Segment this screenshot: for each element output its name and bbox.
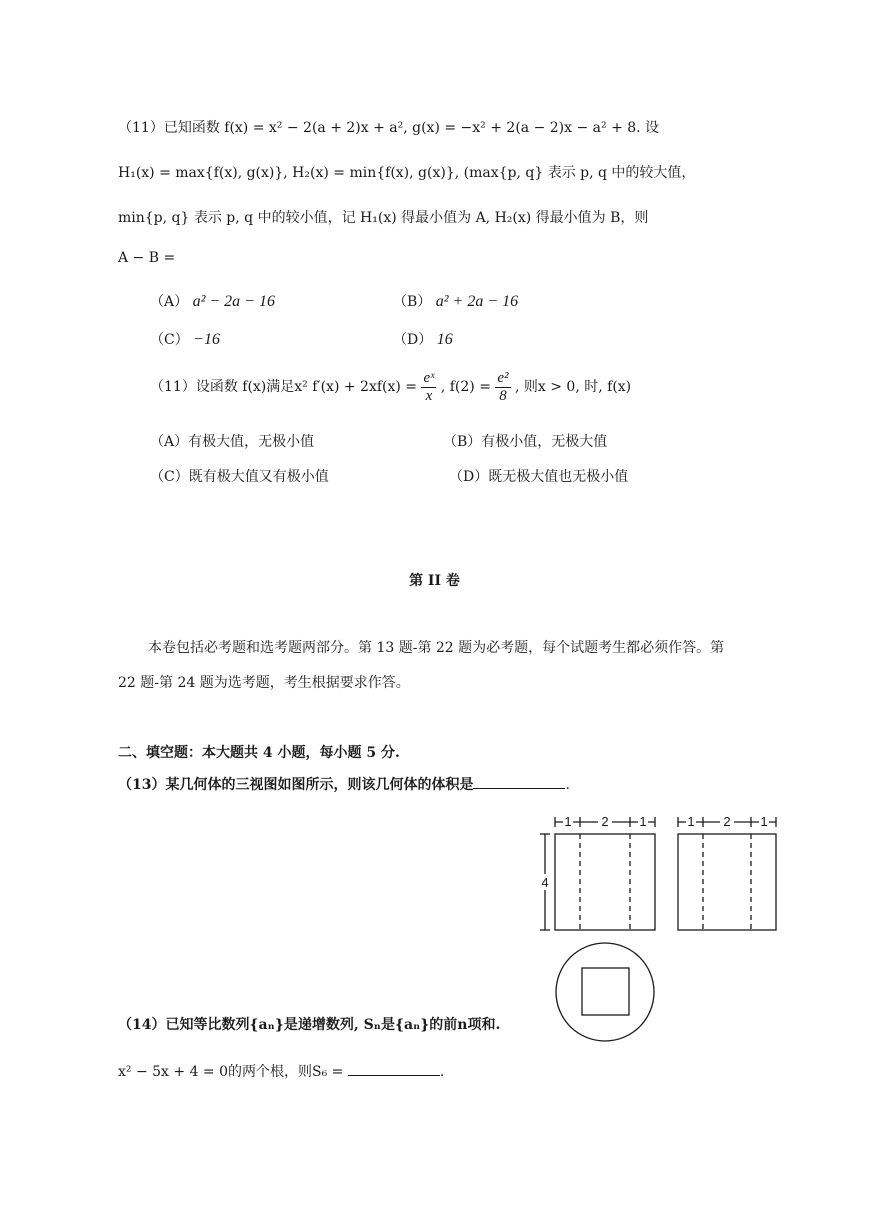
fraction-denominator: x (425, 387, 433, 404)
option-value: 有极小值，无极大值 (481, 434, 608, 450)
option-value: 既有极大值又有极小值 (188, 469, 329, 485)
q11a-option-b (393, 291, 518, 311)
q11a-stem-2: H₁(x) = max{f(x), g(x)}, H₂(x) = min{f(x), g(x)}, (max{p, q} 表示 p, q 中的较大值， (118, 165, 696, 181)
fraction-numerator: e² (497, 370, 509, 386)
q13-end: . (565, 777, 570, 793)
option-label: （C） (150, 469, 189, 485)
q11b-option-b (443, 431, 607, 451)
q11a-line3 (118, 207, 648, 227)
option-value: 16 (436, 331, 453, 348)
q14-line1 (118, 1014, 500, 1034)
q11b-fraction-2 (495, 370, 510, 404)
q11a-stem-3: min{p, q} 表示 p, q 中的较小值，记 H₁(x) 得最小值为 A, H₂(x) 得最小值为 B，则 (118, 210, 649, 226)
option-label: （B） (443, 434, 482, 450)
q11b-stem-prefix: （11）设函数 f(x)满足x² f′(x) + 2xf(x) = (150, 379, 418, 395)
option-label: （C） (150, 332, 189, 348)
part2-heading: 二、填空题：本大题共 4 小题，每小题 5 分. (118, 745, 400, 761)
dim-label-left: 1 (687, 814, 695, 829)
q11b-stem (150, 370, 631, 404)
section-intro-line1: 本卷包括必考题和选考题两部分。第 13 题-第 22 题为必考题，每个试题考生都必须作答。第 (148, 640, 725, 656)
q11b-option-a (150, 431, 314, 451)
q13-text: （13）某几何体的三视图如图所示，则该几何体的体积是 (118, 777, 474, 793)
q11a-stem-1: （11）已知函数 f(x) = x² − 2(a + 2)x + a², g(x) = −x² + 2(a − 2)x − a² + 8. 设 (118, 120, 660, 136)
q11a-stem-4: A − B = (118, 250, 176, 266)
q13-stem (118, 774, 570, 794)
option-value: 既无极大值也无极小值 (488, 469, 629, 485)
q14-end: . (439, 1064, 445, 1080)
option-value: a² + 2a − 16 (435, 293, 519, 310)
dim-label-height: 4 (541, 875, 549, 890)
top-view (556, 943, 654, 1041)
dim-label-right: 1 (639, 814, 647, 829)
dim-label-middle: 2 (601, 814, 609, 829)
q14-answer-blank (348, 1061, 440, 1076)
option-value: 有极大值，无极小值 (188, 434, 315, 450)
dim-label-middle: 2 (723, 814, 731, 829)
front-view (540, 817, 655, 930)
q11a-line1 (118, 117, 659, 137)
q11b-option-d (449, 466, 628, 486)
section-title: 第 II 卷 (409, 573, 460, 589)
three-view-figure (530, 812, 790, 1042)
side-view (678, 817, 776, 930)
option-value: a² − 2a − 16 (192, 293, 275, 310)
option-label: （A） (150, 294, 189, 310)
dim-label-left: 1 (564, 814, 572, 829)
option-value: −16 (193, 331, 220, 348)
q11a-line4 (118, 250, 175, 266)
q14-text-2: x² − 5x + 4 = 0的两个根，则S₆ = (118, 1064, 344, 1080)
option-label: （B） (393, 294, 432, 310)
q11a-option-a (150, 291, 275, 311)
q11b-option-c (150, 466, 329, 486)
q11a-option-c (150, 329, 220, 349)
section-intro-line2: 22 题-第 24 题为选考题，考生根据要求作答。 (118, 675, 410, 691)
q11b-stem-suffix: , 则x > 0, 时, f(x) (515, 379, 632, 395)
q11b-stem-mid: , f(2) = (440, 379, 491, 395)
q11b-fraction-1 (421, 370, 436, 404)
option-label: （A） (150, 434, 189, 450)
fraction-numerator: eˣ (423, 370, 435, 386)
q11a-line2 (118, 162, 695, 182)
q13-answer-blank (473, 774, 565, 789)
q14-text-1: （14）已知等比数列{aₙ}是递增数列, Sₙ是{aₙ}的前n项和. (118, 1017, 501, 1033)
fraction-denominator: 8 (499, 387, 507, 404)
option-label: （D） (449, 469, 489, 485)
q14-line2 (118, 1061, 444, 1081)
option-label: （D） (393, 332, 433, 348)
q11a-option-d (393, 329, 453, 349)
dim-label-right: 1 (760, 814, 768, 829)
